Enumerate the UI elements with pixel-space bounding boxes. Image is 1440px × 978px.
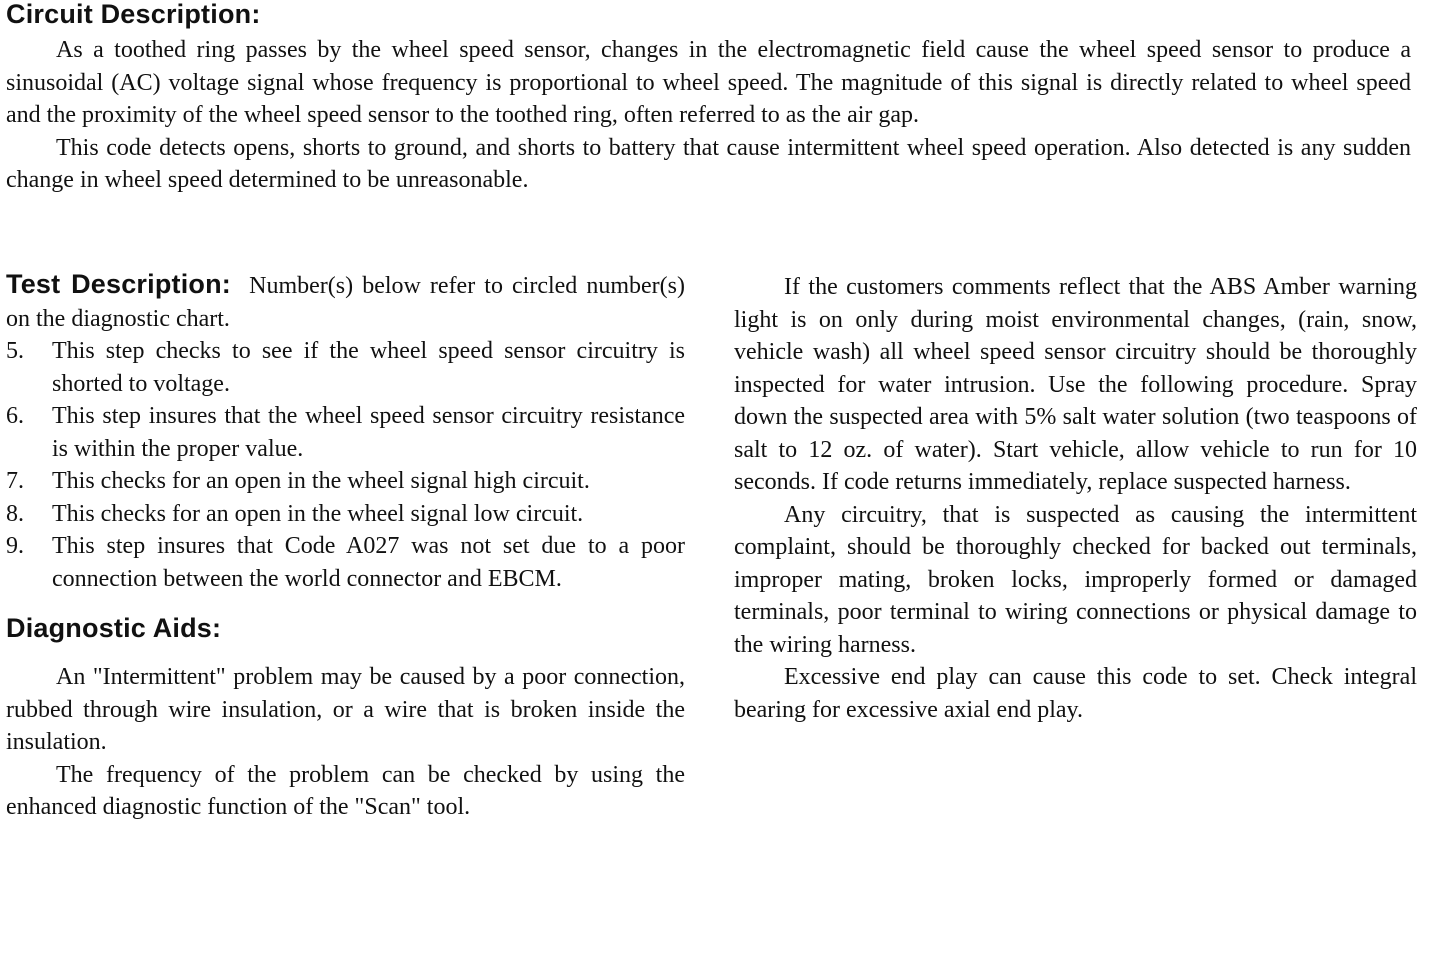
test-step-number: 6. [6,403,24,429]
test-step-number: 5. [6,338,24,364]
circuit-description-paragraph: As a toothed ring passes by the wheel speed sensor, changes in the electromagnetic field cause the wheel speed sensor to produce a sinusoidal (AC) voltage signal whose frequency is proportional to wheel speed. The magnitude of this signal is directly related to wheel speed and the proximity of the wheel speed sensor to the toothed ring, often referred to as the air gap. [6,37,1411,128]
circuit-description-heading: Circuit Description: [6,0,261,29]
test-description-heading: Test Description: [6,269,232,299]
test-step [6,400,685,465]
test-description-intro [6,268,685,335]
test-step-text: This step insures that the wheel speed sensor circuitry resistance is within the proper value. [52,403,685,462]
test-steps-list [6,335,685,595]
test-step [6,335,685,400]
circuit-description-section [6,34,1411,197]
test-step-text: This step checks to see if the wheel speed sensor circuitry is shorted to voltage. [52,338,685,397]
right-column [734,271,1417,726]
diagnostic-aids-paragraph: If the customers comments reflect that the ABS Amber warning light is on only during moist environmental changes, (rain, snow, vehicle wash) all wheel speed sensor circuitry should be thoroughly inspected for water intrusion. Use the following procedure. Spray down the suspected area with 5% salt water solution (two teaspoons of salt to 12 oz. of water). Start vehicle, allow vehicle to run for 10 seconds. If code returns immediately, replace suspected harness. [734,274,1417,495]
test-step-text: This checks for an open in the wheel signal low circuit. [52,500,584,527]
left-column [6,268,685,824]
test-step-text: This checks for an open in the wheel signal high circuit. [52,468,590,494]
test-step-number: 9. [6,533,24,559]
test-description-intro-text: Number(s) below refer to circled number(s) on the diagnostic chart. [6,273,685,332]
diagnostic-aids-paragraph: The frequency of the problem can be checked by using the enhanced diagnostic function of the "Scan" tool. [6,761,685,820]
diagnostic-aids-paragraph: Excessive end play can cause this code to set. Check integral bearing for excessive axial end play. [734,664,1417,723]
diagnostic-aids-paragraph: Any circuitry, that is suspected as causing the intermittent complaint, should be thoroughly checked for backed out terminals, improper mating, broken locks, improperly formed or damaged terminals, poor terminal to wiring connections or physical damage to the wiring harness. [734,501,1417,658]
test-step-text: This step insures that Code A027 was not set due to a poor connection between the world connector and EBCM. [52,533,685,592]
diagnostic-aids-heading: Diagnostic Aids: [6,613,222,643]
circuit-description-paragraph: This code detects opens, shorts to ground, and shorts to battery that cause intermittent wheel speed operation. Also detected is any sudden change in wheel speed determined to be unreasonable. [6,134,1411,193]
test-step [6,530,685,595]
diagnostic-aids-paragraph: An "Intermittent" problem may be caused by a poor connection, rubbed through wire insulation, or a wire that is broken inside the insulation. [6,664,685,755]
test-step [6,498,685,531]
test-step [6,465,685,498]
test-step-number: 7. [6,468,24,494]
test-step-number: 8. [6,500,24,527]
